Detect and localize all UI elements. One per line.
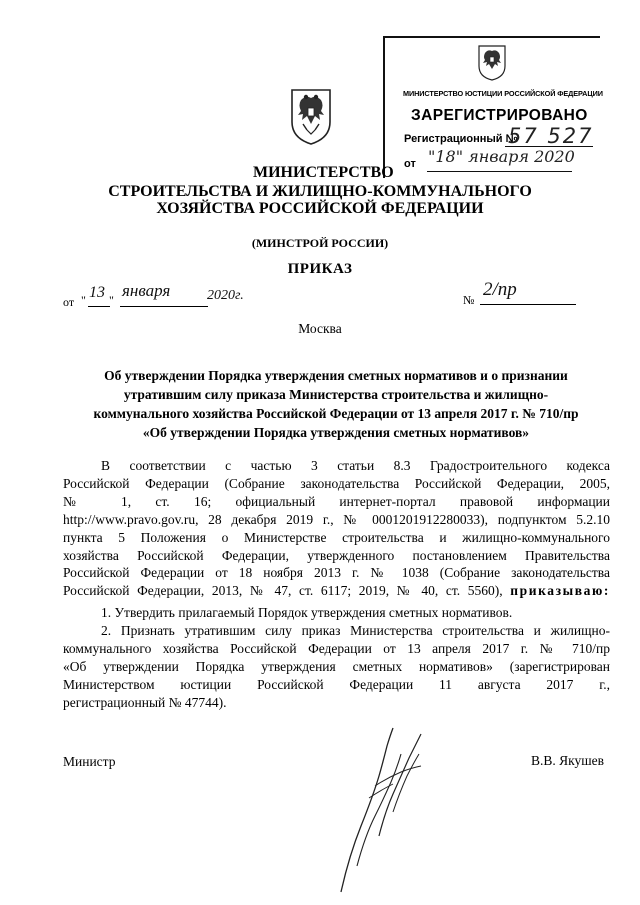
item-1: 1. Утвердить прилагаемый Порядок утверждения сметных нормативов.	[101, 605, 513, 620]
item-2-line: коммунального хозяйства Российской Федерации от 13 апреля 2017 г. № 710/пр	[63, 640, 610, 656]
stamp-registered-label: ЗАРЕГИСТРИРОВАНО	[411, 107, 588, 124]
city: Москва	[298, 321, 342, 336]
order-month-underline	[120, 306, 208, 307]
preamble	[63, 457, 610, 600]
title-line: Об утверждении Порядка утверждения сметных нормативов и о признании	[104, 368, 568, 383]
signatory-name: В.В. Якушев	[531, 753, 605, 768]
preamble-line: В соответствии с частью 3 статьи 8.3 Градостроительного кодекса	[101, 458, 610, 473]
preamble-line: хозяйства Российской Федерации, утвержденного постановлением Правительства	[63, 547, 610, 563]
order-date-day: 13	[89, 284, 105, 301]
preamble-last-line	[63, 582, 610, 600]
order-date-prefix: от	[63, 295, 75, 309]
order-heading: ПРИКАЗ	[287, 261, 353, 277]
item-2-line: «Об утверждении Порядка утверждения сметных нормативов» (зарегистрирован	[63, 658, 610, 674]
preamble-line: Российской Федерации от 18 ноября 2013 г. № 1038 (Собрание законодательства	[63, 565, 610, 581]
stamp-reg-number-label: Регистрационный №	[404, 133, 518, 145]
title-line: «Об утверждении Порядка утверждения сметных нормативов»	[142, 425, 530, 440]
order-number-value: 2/пр	[483, 279, 517, 300]
title-line: утратившим силу приказа Министерства строительства и жилищно-	[123, 387, 549, 402]
handwritten-signature	[335, 716, 445, 901]
signatory-position: Министр	[63, 754, 116, 769]
order-date-quote-open: "	[81, 293, 86, 307]
item-2-line: регистрационный № 47744).	[63, 694, 227, 710]
order-date-month: января	[122, 281, 171, 300]
title-line: коммунального хозяйства Российской Федерации от 13 апреля 2017 г. № 710/пр	[93, 406, 579, 421]
item-2-line: Министерством юстиции Российской Федерации 11 августа 2017 г.,	[63, 676, 610, 692]
order-verb: приказываю:	[510, 583, 611, 599]
header-abbreviation: (МИНСТРОЙ РОССИИ)	[251, 236, 389, 250]
order-day-underline	[88, 306, 110, 307]
stamp-date-underline	[427, 171, 572, 172]
preamble-line: пункта 5 Положения о Министерстве строительства и жилищно-коммунального	[63, 529, 610, 545]
stamp-date-value: "18" января 2020	[428, 147, 575, 166]
header-line-2: СТРОИТЕЛЬСТВА И ЖИЛИЩНО-КОММУНАЛЬНОГО	[108, 183, 532, 200]
item-2-line: 2. Признать утратившим силу приказ Министерства строительства и жилищно-	[101, 622, 610, 638]
preamble-line: Российской Федерации, 2013, № 47, ст. 6117; 2019, № 40, ст. 5560),	[63, 583, 503, 599]
order-date-quote-close: "	[109, 293, 114, 307]
coat-of-arms-emblem	[289, 84, 333, 146]
order-number-underline	[480, 304, 576, 305]
preamble-line: http://www.pravo.gov.ru, 28 декабря 2019 г., № 0001201912280033), подпунктом 5.2.10	[63, 511, 610, 527]
header-line-3: ХОЗЯЙСТВА РОССИЙСКОЙ ФЕДЕРАЦИИ	[156, 200, 484, 217]
stamp-reg-number-value: 57 527	[508, 124, 594, 148]
preamble-line: № 1, ст. 16; официальный интернет-портал правовой информации	[63, 493, 610, 509]
stamp-ministry-name: МИНИСТЕРСТВО ЮСТИЦИИ РОССИЙСКОЙ ФЕДЕРАЦИИ	[403, 89, 603, 98]
order-date-year: 2020г.	[207, 288, 244, 303]
preamble-line: Российской Федерации (Собрание законодательства Российской Федерации, 2005,	[63, 475, 610, 491]
header-ministry: МИНИСТЕРСТВО	[253, 164, 394, 181]
order-title	[56, 366, 616, 442]
stamp-date-label: от	[404, 158, 416, 170]
registration-stamp	[383, 36, 603, 178]
order-number-label: №	[463, 293, 475, 307]
stamp-emblem	[477, 42, 507, 82]
order-items	[63, 604, 610, 711]
